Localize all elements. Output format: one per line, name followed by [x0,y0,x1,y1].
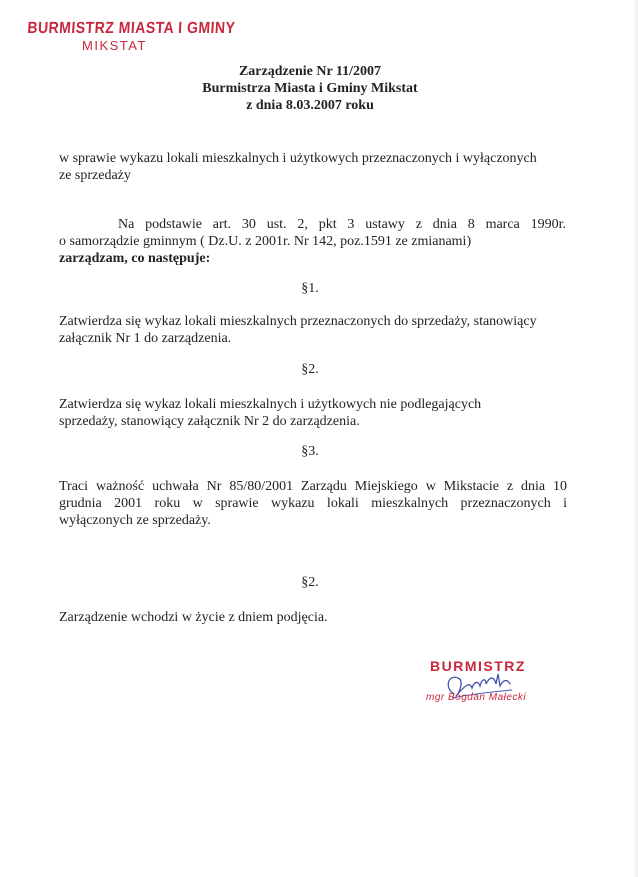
signatory-name: mgr Bogdan Małecki [426,692,527,703]
document-title: Zarządzenie Nr 11/2007 [238,64,382,79]
section-1-line2: załącznik Nr 1 do zarządzenia. [59,331,232,346]
section-2-line2: sprzedaży, stanowiący załącznik Nr 2 do zarządzenia. [59,414,360,429]
section-2-heading: §2. [301,362,319,377]
legal-basis-line3: zarządzam, co następuje: [59,251,211,266]
subject-line1: w sprawie wykazu lokali mieszkalnych i użytkowych przeznaczonych i wyłączonych [59,151,537,166]
section-3-line3: wyłączonych ze sprzedaży. [59,513,211,528]
section-2-line1: Zatwierdza się wykaz lokali mieszkalnych i użytkowych nie podlegających [59,397,482,412]
section-4-heading: §2. [301,575,319,590]
official-stamp-line1: BURMISTRZ MIASTA I GMINY [26,18,237,37]
section-3-line2: grudnia 2001 roku w sprawie wykazu lokali mieszkalnych przeznaczonych i [59,496,567,511]
document-issuer: Burmistrza Miasta i Gminy Mikstat [202,81,418,96]
legal-basis-line2: o samorządzie gminnym ( Dz.U. z 2001r. Nr 142, poz.1591 ze zmianami) [59,234,472,249]
section-1-line1: Zatwierdza się wykaz lokali mieszkalnych przeznaczonych do sprzedaży, stanowiący [59,314,537,329]
legal-basis-line1: Na podstawie art. 30 ust. 2, pkt 3 ustawy z dnia 8 marca 1990r. [118,217,566,232]
section-3-line1: Traci ważność uchwała Nr 85/80/2001 Zarządu Miejskiego w Mikstacie z dnia 10 [59,479,567,494]
document-date: z dnia 8.03.2007 roku [246,98,374,113]
section-1-heading: §1. [301,281,319,296]
section-3-heading: §3. [301,444,319,459]
signature-title: BURMISTRZ [430,658,526,674]
subject-line2: ze sprzedaży [59,168,131,183]
section-4-line1: Zarządzenie wchodzi w życie z dniem podjęcia. [59,610,328,625]
official-stamp-line2: MIKSTAT [82,38,147,53]
